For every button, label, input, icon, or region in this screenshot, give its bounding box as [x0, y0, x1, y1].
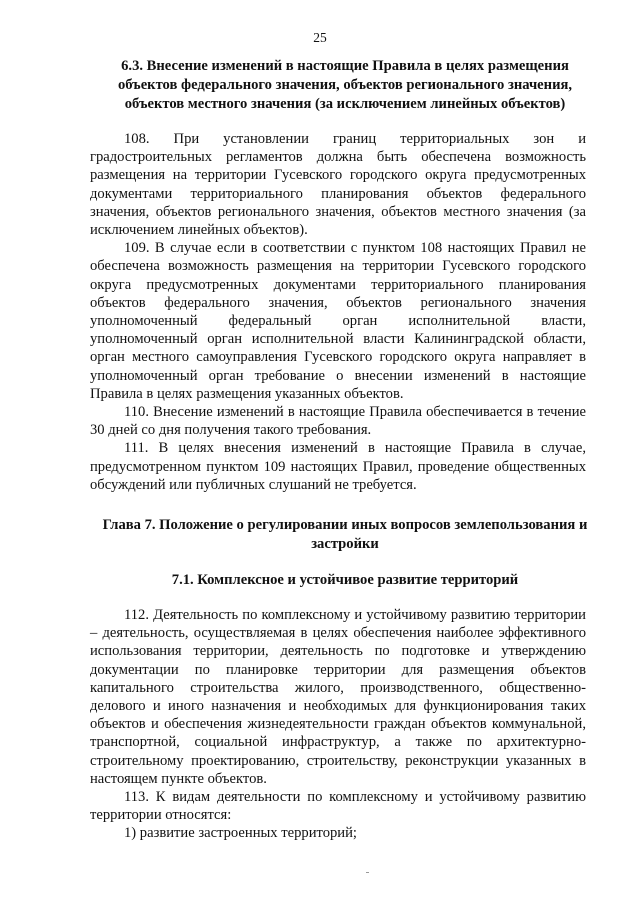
- scan-speck: [366, 872, 369, 873]
- section-6-3-title: 6.3. Внесение изменений в настоящие Правила в целях размещения объектов федерального значения, объектов регионального значения, объектов местного значения (за исключением линейных объектов): [117, 58, 573, 112]
- page-number: 25: [313, 30, 327, 45]
- paragraph-113: 113. К видам деятельности по комплексному и устойчивому развитию территории относятся:: [90, 789, 586, 824]
- section-7-1-title: 7.1. Комплексное и устойчивое развитие территорий: [171, 572, 519, 588]
- paragraph-109: 109. В случае если в соответствии с пунктом 108 настоящих Правил не обеспечена возможность размещения на территории Гусевского городского округа предусмотренных документами территориального планирования объектов федерального значения, объектов регионального значения уполномоченный федеральный орган исполнительной власти, уполномоченный орган исполнительной власти Калининградской области, орган местного самоуправления Гусевского городского округа направляет в уполномоченный орган требование о внесении изменений в настоящие Правила в целях размещения указанных объектов.: [90, 240, 586, 402]
- paragraph-112: 112. Деятельность по комплексному и устойчивому развитию территории – деятельность, осуществляемая в целях обеспечения наиболее эффективного использования территории, деятельность по подготовке и утверждению документации по планировке территории для размещения объектов капитального строительства жилого, производственного, общественно-делового и иного назначения и необходимых для функционирования таких объектов и обеспечения жизнедеятельности граждан объектов коммунальной, транспортной, социальной инфраструктур, а также по архитектурно-строительному проектированию, строительству, реконструкции указанных в настоящем пункте объектов.: [90, 607, 586, 787]
- paragraph-108: 108. При установлении границ территориальных зон и градостроительных регламентов должна быть обеспечена возможность размещения на территории Гусевского городского округа предусмотренных документами территориального планирования объектов федерального значения, объектов регионального значения, объектов местного значения (за исключением линейных объектов).: [90, 131, 586, 239]
- section-7-1-body: [90, 606, 586, 843]
- paragraph-111: 111. В целях внесения изменений в настоящие Правила в случае, предусмотренном пунктом 109 настоящих Правил, проведение общественных обсуждений или публичных слушаний не требуется.: [90, 440, 586, 493]
- section-6-3-body: [90, 130, 586, 494]
- chapter-7-title: Глава 7. Положение о регулировании иных вопросов землепользования и застройки: [102, 517, 588, 552]
- paragraph-110: 110. Внесение изменений в настоящие Правила обеспечивается в течение 30 дней со дня получения такого требования.: [90, 404, 586, 439]
- list-item-1: 1) развитие застроенных территорий;: [124, 825, 357, 842]
